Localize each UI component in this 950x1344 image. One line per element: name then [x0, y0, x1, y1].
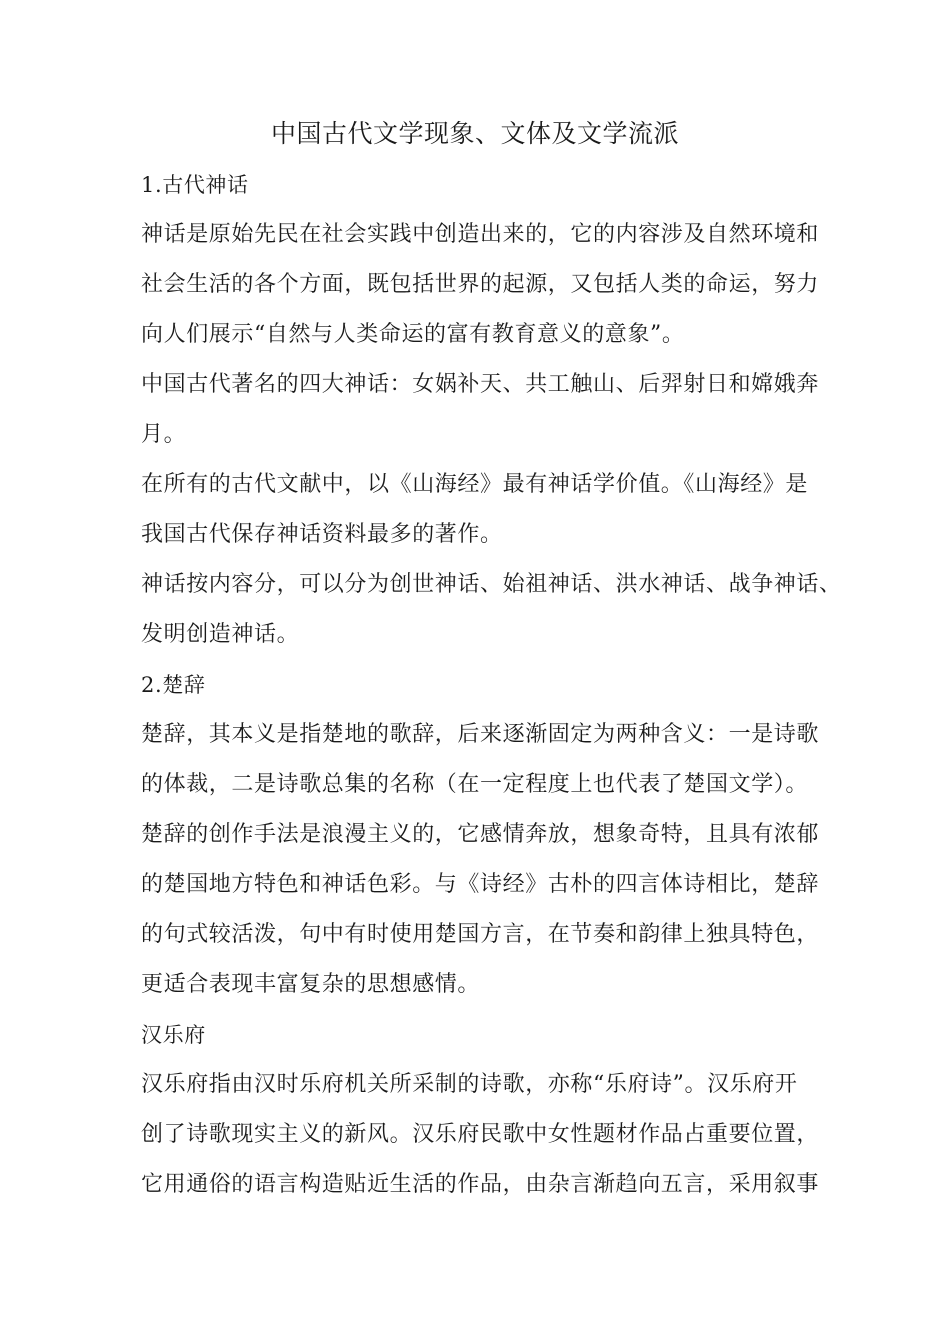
- paragraph-line: 汉乐府指由汉时乐府机关所采制的诗歌，亦称“乐府诗”。汉乐府开: [141, 1072, 798, 1097]
- paragraph-line: 神话按内容分，可以分为创世神话、始祖神话、洪水神话、战争神话、: [141, 572, 842, 597]
- paragraph-line: 创了诗歌现实主义的新风。汉乐府民歌中女性题材作品占重要位置，: [141, 1122, 820, 1147]
- paragraph-line: 的体裁，二是诗歌总集的名称（在一定程度上也代表了楚国文学）。: [141, 772, 809, 797]
- paragraph-line: 它用通俗的语言构造贴近生活的作品，由杂言渐趋向五言，采用叙事: [141, 1172, 820, 1197]
- paragraph-line: 月。: [141, 422, 187, 447]
- paragraph-line: 在所有的古代文献中，以《山海经》最有神话学价值。《山海经》是: [141, 472, 809, 497]
- section-heading-chuci: 2.楚辞: [141, 673, 206, 697]
- paragraph-line: 楚辞的创作手法是浪漫主义的，它感情奔放，想象奇特，且具有浓郁: [141, 822, 820, 847]
- paragraph-line: 我国古代保存神话资料最多的著作。: [141, 522, 503, 547]
- section-heading-han-yuefu: 汉乐府: [141, 1023, 206, 1047]
- paragraph-line: 发明创造神话。: [141, 622, 300, 647]
- paragraph-line: 向人们展示“自然与人类命运的富有教育意义的意象”。: [141, 322, 685, 347]
- paragraph-line: 中国古代著名的四大神话：女娲补天、共工触山、后羿射日和嫦娥奔: [141, 372, 820, 397]
- paragraph-line: 的楚国地方特色和神话色彩。与《诗经》古朴的四言体诗相比，楚辞: [141, 872, 820, 897]
- paragraph-line: 神话是原始先民在社会实践中创造出来的，它的内容涉及自然环境和: [141, 222, 820, 247]
- paragraph-line: 社会生活的各个方面，既包括世界的起源，又包括人类的命运，努力: [141, 272, 820, 297]
- section-heading-ancient-myths: 1.古代神话: [141, 173, 249, 197]
- paragraph-line: 更适合表现丰富复杂的思想感情。: [141, 972, 481, 997]
- paragraph-line: 的句式较活泼，句中有时使用楚国方言，在节奏和韵律上独具特色，: [141, 922, 820, 947]
- document-title: 中国古代文学现象、文体及文学流派: [270, 119, 679, 148]
- document-body: [141, 160, 842, 1210]
- paragraph-line: 楚辞，其本义是指楚地的歌辞，后来逐渐固定为两种含义：一是诗歌: [141, 722, 820, 747]
